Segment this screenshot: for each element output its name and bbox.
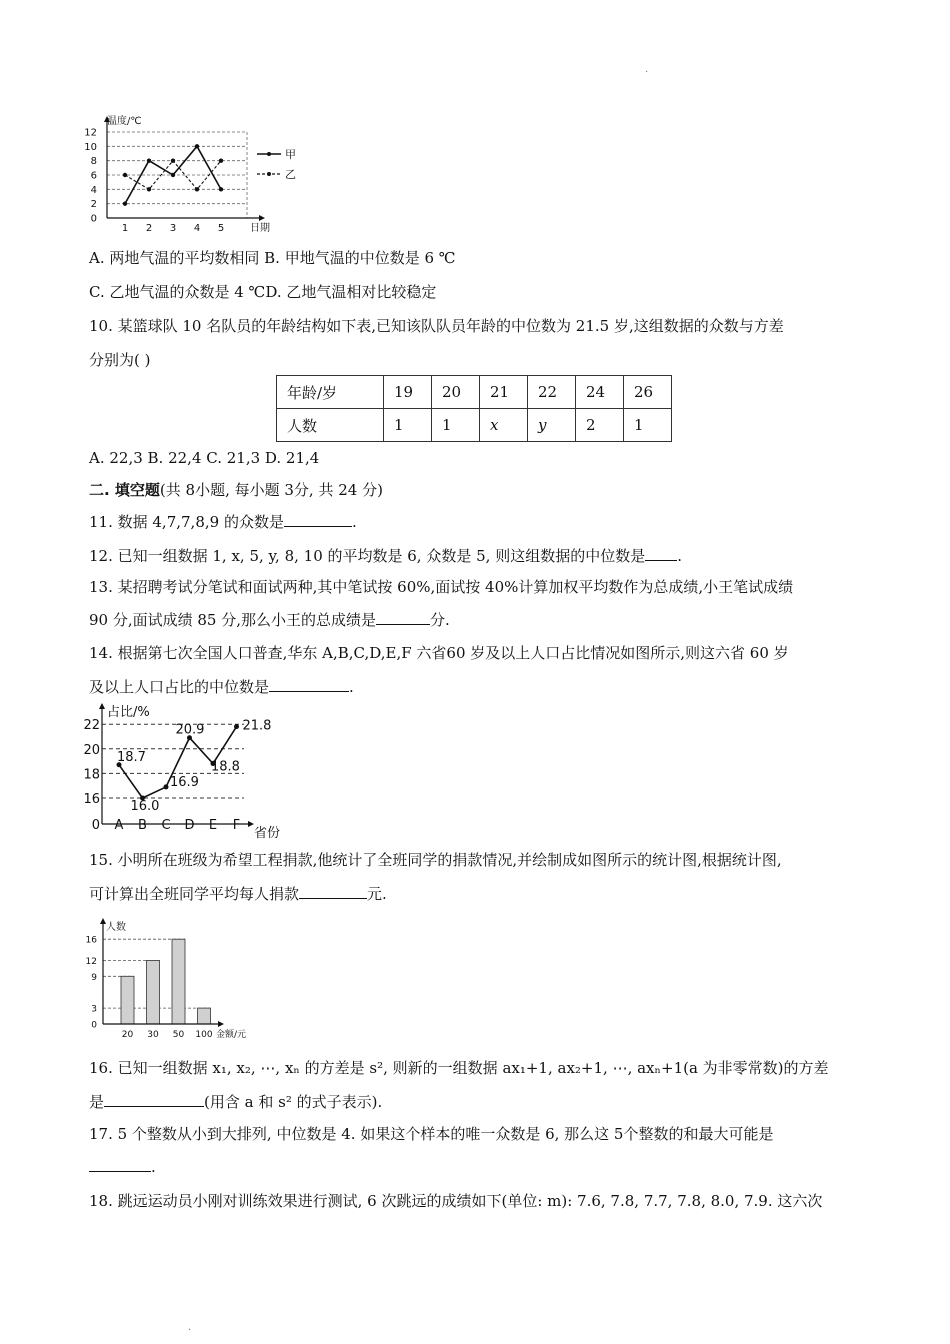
chart1-ytick-label: 6 bbox=[90, 170, 97, 182]
chart1-yi-point bbox=[219, 158, 223, 162]
count-cell: 1 bbox=[432, 409, 480, 442]
legend-yi-marker bbox=[267, 172, 271, 176]
chart2-ytick-label: 0 bbox=[91, 818, 100, 833]
chart1-ytick-label: 8 bbox=[90, 156, 97, 168]
q12-end: . bbox=[677, 547, 682, 565]
q10-options: A. 22,3 B. 22,4 C. 21,3 D. 21,4 bbox=[89, 449, 320, 467]
chart2-xtick-label: D bbox=[184, 818, 195, 833]
chart2-data-label: 18.8 bbox=[211, 759, 240, 775]
chart2-xtick-label: B bbox=[138, 818, 147, 833]
chart1-ytick-label: 12 bbox=[84, 127, 97, 139]
q13-line2-text: 90 分,面试成绩 85 分,那么小王的总成绩是 bbox=[89, 611, 377, 629]
chart2-ytick-label: 18 bbox=[83, 767, 100, 783]
chart2-data-label: 18.7 bbox=[117, 749, 146, 765]
chart3-bar bbox=[198, 1008, 211, 1024]
chart2-ytick-label: 20 bbox=[83, 742, 100, 758]
age-cell: 24 bbox=[576, 376, 624, 409]
chart1-jia-point bbox=[195, 144, 199, 148]
q14-answer-blank[interactable] bbox=[269, 676, 349, 692]
chart1-ytick-label: 10 bbox=[84, 141, 97, 153]
age-table bbox=[276, 375, 672, 442]
q17-line1: 17. 5 个整数从小到大排列, 中位数是 4. 如果这个样本的唯一众数是 6, 那么这 5个整数的和最大可能是 bbox=[89, 1125, 774, 1143]
q18-line1: 18. 跳远运动员小刚对训练效果进行测试, 6 次跳远的成绩如下(单位: m): 7.6, 7.8, 7.7, 7.8, 8.0, 7.9. 这六次 bbox=[89, 1192, 823, 1210]
chart1-yi-point bbox=[123, 173, 127, 177]
chart2-ytick-label: 16 bbox=[83, 792, 100, 807]
q9-options-line2: C. 乙地气温的众数是 4 ℃D. 乙地气温相对比较稳定 bbox=[89, 283, 437, 301]
chart1-jia-point bbox=[147, 158, 151, 162]
q9-options-line1: A. 两地气温的平均数相同 B. 甲地气温的中位数是 6 ℃ bbox=[89, 249, 456, 267]
chart3-bar bbox=[172, 939, 185, 1024]
q16-line1: 16. 已知一组数据 x₁, x₂, ⋯, xₙ 的方差是 s², 则新的一组数据 ax₁+1, ax₂+1, ⋯, axₙ+1(a 为非零常数)的方差 bbox=[89, 1059, 829, 1077]
chart1-jia-point bbox=[123, 201, 127, 205]
legend-yi-label: 乙 bbox=[285, 168, 296, 181]
chart3-bar bbox=[121, 976, 134, 1024]
chart1-xtick-label: 4 bbox=[193, 223, 201, 234]
q13-answer-blank[interactable] bbox=[376, 609, 430, 625]
chart1-xtick-label: 1 bbox=[121, 223, 129, 234]
count-cell: y bbox=[528, 409, 576, 442]
count-cell: x bbox=[480, 409, 528, 442]
chart2-data-label: 16.0 bbox=[130, 799, 160, 814]
chart3-xlabel: 金额/元 bbox=[216, 1030, 247, 1040]
chart1-jia-point bbox=[219, 187, 223, 191]
q12-answer-blank[interactable] bbox=[645, 545, 677, 561]
age-cell: 20 bbox=[432, 376, 480, 409]
chart3-ytick-label: 12 bbox=[85, 956, 97, 967]
q12 bbox=[89, 545, 682, 566]
chart1-ylabel: 温度/℃ bbox=[107, 116, 142, 127]
chart1-yi-point bbox=[147, 187, 151, 191]
chart1-x-arrow bbox=[259, 215, 265, 221]
page-mark-bottom: . bbox=[188, 1322, 192, 1333]
q11-end: . bbox=[351, 513, 357, 531]
chart1-ytick-label: 4 bbox=[90, 184, 97, 196]
age-cell: 19 bbox=[384, 376, 432, 409]
age-cell: 21 bbox=[480, 376, 528, 409]
q11 bbox=[89, 511, 357, 532]
chart2-ylabel: 占比/% bbox=[107, 705, 150, 720]
q10-text-line2: 分别为( ) bbox=[89, 351, 151, 369]
q13-end: 分. bbox=[430, 611, 450, 629]
chart3-xtick-label: 20 bbox=[121, 1030, 134, 1040]
chart2-point bbox=[234, 724, 239, 729]
q15-line2-text: 可计算出全班同学平均每人捐款 bbox=[89, 885, 300, 903]
chart2-xtick-label: A bbox=[114, 818, 124, 833]
chart1-xtick-label: 2 bbox=[145, 223, 153, 234]
chart2-xlabel: 省份 bbox=[254, 826, 281, 841]
section2-desc: (共 8小题, 每小题 3分, 共 24 分) bbox=[159, 481, 383, 499]
chart3-ylabel: 人数 bbox=[106, 922, 126, 933]
chart3-xtick-label: 100 bbox=[195, 1030, 213, 1040]
section2-header bbox=[89, 480, 383, 500]
chart3-ytick-label: 16 bbox=[85, 935, 97, 946]
chart1-ytick-label: 0 bbox=[90, 213, 97, 225]
population-share-chart bbox=[83, 702, 288, 842]
count-cell: 1 bbox=[624, 409, 672, 442]
q17-end: . bbox=[151, 1158, 156, 1176]
count-header-cell: 人数 bbox=[277, 409, 384, 442]
q16-line2 bbox=[89, 1091, 382, 1112]
chart3-x-arrow bbox=[218, 1021, 224, 1027]
q10-text-line1: 10. 某篮球队 10 名队员的年龄结构如下表,已知该队队员年龄的中位数为 21.5 岁,这组数据的众数与方差 bbox=[89, 317, 784, 335]
count-cell: 1 bbox=[384, 409, 432, 442]
chart2-xtick-label: F bbox=[232, 818, 241, 833]
section2-title: 二. 填空题 bbox=[89, 481, 160, 499]
count-cell: 2 bbox=[576, 409, 624, 442]
chart1-ytick-label: 2 bbox=[90, 199, 97, 211]
q17-answer-blank[interactable] bbox=[89, 1156, 151, 1172]
chart1-yi-point bbox=[171, 158, 175, 162]
q14-line1: 14. 根据第七次全国人口普查,华东 A,B,C,D,E,F 六省60 岁及以上人口占比情况如图所示,则这六省 60 岁 bbox=[89, 644, 789, 662]
chart2-y-arrow bbox=[99, 703, 105, 709]
age-cell: 22 bbox=[528, 376, 576, 409]
legend-jia-label: 甲 bbox=[285, 148, 296, 161]
q17-line2 bbox=[89, 1156, 156, 1177]
chart1-xtick-label: 3 bbox=[169, 223, 177, 234]
chart3-xtick-label: 30 bbox=[147, 1030, 159, 1040]
chart3-xtick-label: 50 bbox=[172, 1030, 185, 1040]
donation-bar-chart bbox=[85, 914, 270, 1044]
q14-line2 bbox=[89, 676, 354, 697]
q11-text: 11. 数据 4,7,7,8,9 的众数是 bbox=[89, 513, 284, 531]
age-row bbox=[277, 376, 672, 409]
q13-line2 bbox=[89, 609, 450, 630]
chart2-data-label: 21.8 bbox=[242, 718, 272, 734]
chart1-xtick-label: 5 bbox=[217, 223, 225, 234]
q16-line2-start: 是 bbox=[89, 1093, 105, 1111]
q14-end: . bbox=[349, 678, 354, 696]
page-mark-top: . bbox=[645, 64, 649, 75]
temperature-line-chart bbox=[85, 110, 315, 235]
chart1-xlabel: 日期 bbox=[250, 223, 270, 234]
chart1-yi-point bbox=[195, 187, 199, 191]
chart2-ytick-label: 22 bbox=[83, 718, 100, 734]
q15-line2 bbox=[89, 883, 387, 904]
chart1-jia-point bbox=[171, 173, 175, 177]
q16-answer-blank[interactable] bbox=[104, 1091, 204, 1107]
chart2-xtick-label: E bbox=[208, 818, 218, 833]
chart3-bar bbox=[147, 960, 160, 1024]
chart3-ytick-label: 9 bbox=[91, 972, 97, 983]
q15-answer-blank[interactable] bbox=[299, 883, 367, 899]
chart2-xtick-label: C bbox=[161, 818, 171, 833]
age-cell: 26 bbox=[624, 376, 672, 409]
q16-line2-end: (用含 a 和 s² 的式子表示). bbox=[204, 1093, 383, 1111]
q15-end: 元. bbox=[367, 885, 387, 903]
chart2-data-label: 16.9 bbox=[170, 774, 199, 790]
legend-jia-marker bbox=[267, 152, 271, 156]
chart2-data-label: 20.9 bbox=[175, 722, 205, 738]
count-row bbox=[277, 409, 672, 442]
q11-answer-blank[interactable] bbox=[284, 511, 352, 527]
q12-text: 12. 已知一组数据 1, x, 5, y, 8, 10 的平均数是 6, 众数是 5, 则这组数据的中位数是 bbox=[89, 547, 646, 565]
chart3-ytick-label: 3 bbox=[91, 1004, 97, 1015]
age-header-cell: 年龄/岁 bbox=[277, 376, 384, 409]
chart3-ytick-label: 0 bbox=[91, 1020, 97, 1031]
chart2-point bbox=[164, 784, 169, 789]
q14-line2-text: 及以上人口占比的中位数是 bbox=[89, 678, 270, 696]
q15-line1: 15. 小明所在班级为希望工程捐款,他统计了全班同学的捐款情况,并绘制成如图所示的统计图,根据统计图, bbox=[89, 851, 782, 869]
q13-line1: 13. 某招聘考试分笔试和面试两种,其中笔试按 60%,面试按 40%计算加权平均数作为总成绩,小王笔试成绩 bbox=[89, 578, 794, 596]
